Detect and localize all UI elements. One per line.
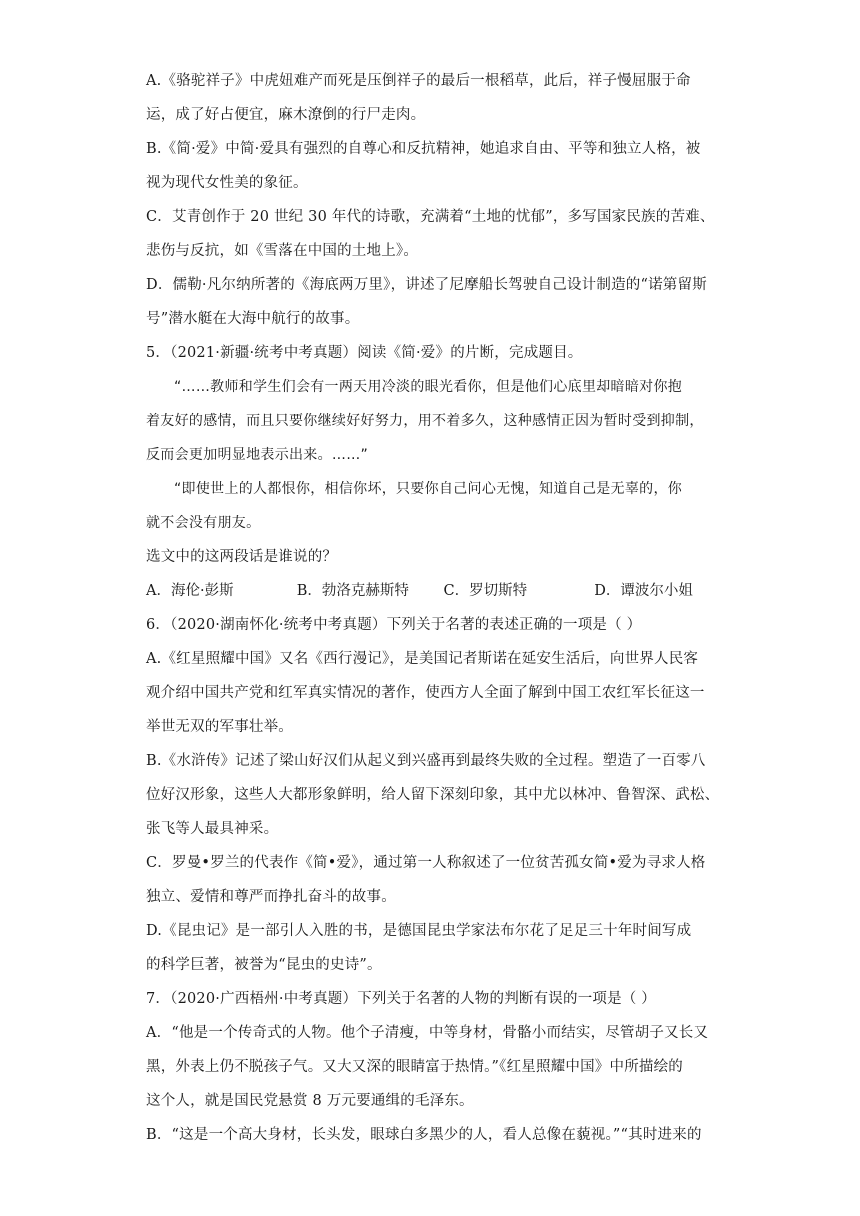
q4-option-c-line-1: C．艾青创作于 20 世纪 30 年代的诗歌，充满着“土地的忧郁”，多写国家民族的苦难、 <box>146 209 715 225</box>
q6-option-b-line-1: B.《水浒传》记述了梁山好汉们从起义到兴盛再到最终失败的全过程。塑造了一百零八 <box>146 753 706 769</box>
q6-option-a-line-3: 举世无双的军事壮举。 <box>146 719 293 735</box>
q4-option-c-line-2: 悲伤与反抗，如《雪落在中国的土地上》。 <box>146 243 419 259</box>
q5-passage-1-line-2: 着友好的感情，而且只要你继续好好努力，用不着多久，这种感情正因为暂时受到抑制， <box>146 413 704 429</box>
q5-option-a: A．海伦·彭斯 <box>146 583 234 599</box>
q7-stem: 7．（2020·广西梧州·中考真题）下列关于名著的人物的判断有误的一项是（ ） <box>146 991 657 1007</box>
q6-option-b-line-3: 张飞等人最具神采。 <box>146 821 279 837</box>
q6-option-a-line-1: A.《红星照耀中国》又名《西行漫记》，是美国记者斯诺在延安生活后，向世界人民客 <box>146 651 699 667</box>
q5-stem: 5．（2021·新疆·统考中考真题）阅读《简·爱》的片断，完成题目。 <box>146 345 583 361</box>
q7-option-b-line-1: B．“这是一个高大身材，长头发，眼球白多黑少的人，看人总像在藐视。”“其时进来的 <box>146 1127 702 1143</box>
q6-stem: 6．（2020·湖南怀化·统考中考真题）下列关于名著的表述正确的一项是（ ） <box>146 617 642 633</box>
q5-question: 选文中的这两段话是谁说的？ <box>146 549 338 565</box>
q4-option-d-line-2: 号”潜水艇在大海中航行的故事。 <box>146 311 360 327</box>
q7-option-a-line-1: A．“他是一个传奇式的人物。他个子清瘦，中等身材，骨骼小而结实，尽管胡子又长又 <box>146 1025 709 1041</box>
q5-option-b: B．勃洛克赫斯特 <box>296 583 409 599</box>
q5-options <box>146 574 714 608</box>
q7-option-a-line-3: 这个人，就是国民党悬赏 8 万元要通缉的毛泽东。 <box>146 1093 474 1109</box>
q6-option-a-line-2: 观介绍中国共产党和红军真实情况的著作，使西方人全面了解到中国工农红军长征这一 <box>146 685 705 701</box>
q4-option-a-line-1: A.《骆驼祥子》中虎妞难产而死是压倒祥子的最后一根稻草，此后，祥子慢屈服于命 <box>146 73 691 89</box>
q6-option-c-line-2: 独立、爱情和尊严而挣扎奋斗的故事。 <box>146 889 396 905</box>
q6-option-c-line-1: C．罗曼•罗兰的代表作《简•爱》，通过第一人称叙述了一位贫苦孤女简•爱为寻求人格 <box>146 855 706 871</box>
q4-option-b-line-1: B.《简·爱》中简·爱具有强烈的自尊心和反抗精神，她追求自由、平等和独立人格，被 <box>146 141 701 157</box>
q4-option-a-line-2: 运，成了好占便宜，麻木潦倒的行尸走肉。 <box>146 107 426 123</box>
document-page <box>146 64 720 1152</box>
q6-option-b-line-2: 位好汉形象，这些人大都形象鲜明，给人留下深刻印象，其中尤以林冲、鲁智深、武松、 <box>146 787 720 803</box>
q6-option-d-line-1: D.《昆虫记》是一部引人入胜的书，是德国昆虫学家法布尔花了足足三十年时间写成 <box>146 923 692 939</box>
q5-option-c: C．罗切斯特 <box>443 583 528 599</box>
q7-option-a-line-2: 黑，外表上仍不脱孩子气。又大又深的眼睛富于热情。”《红星照耀中国》中所描绘的 <box>146 1059 684 1075</box>
q5-passage-2-line-2: 就不会没有朋友。 <box>146 515 261 531</box>
q5-option-d: D．谭波尔小姐 <box>594 583 693 599</box>
q6-option-d-line-2: 的科学巨著，被誉为“昆虫的史诗”。 <box>146 957 382 973</box>
q5-passage-1-line-1: “……教师和学生们会有一两天用冷淡的眼光看你，但是他们心底里却暗暗对你抱 <box>174 379 683 395</box>
q5-passage-2-line-1: “即使世上的人都恨你，相信你坏，只要你自己问心无愧，知道自己是无辜的，你 <box>174 481 683 497</box>
q5-passage-1-line-3: 反而会更加明显地表示出来。……” <box>146 447 369 463</box>
q4-option-b-line-2: 视为现代女性美的象征。 <box>146 175 308 191</box>
q4-option-d-line-1: D．儒勒·凡尔纳所著的《海底两万里》，讲述了尼摩船长驾驶自己设计制造的“诺第留斯 <box>146 277 707 293</box>
